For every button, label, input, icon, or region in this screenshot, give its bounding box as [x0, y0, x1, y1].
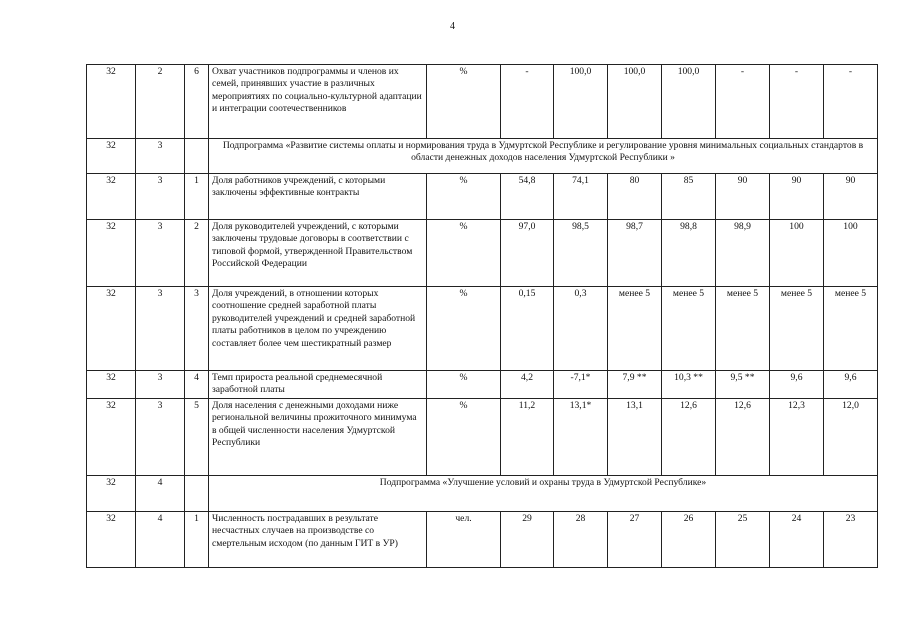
table-row	[87, 287, 878, 371]
value-cell: 24	[770, 512, 824, 568]
indicators-table	[86, 64, 878, 568]
value-cell: 12,3	[770, 399, 824, 476]
value-cell: 12,0	[824, 399, 878, 476]
unit-cell: %	[427, 371, 501, 399]
value-cell: 98,8	[662, 220, 716, 287]
code-cell: 3	[136, 174, 185, 220]
value-cell: -	[824, 65, 878, 139]
code-cell: 32	[87, 139, 136, 174]
indicator-name: Темп прироста реальной среднемесячной заработной платы	[209, 371, 427, 399]
subprogram-title: Подпрограмма «Улучшение условий и охраны труда в Удмуртской Республике»	[209, 476, 878, 512]
code-cell: 2	[136, 65, 185, 139]
value-cell: 9,5 **	[716, 371, 770, 399]
code-cell: 32	[87, 65, 136, 139]
value-cell: 98,9	[716, 220, 770, 287]
subprogram-row	[87, 476, 878, 512]
value-cell: 7,9 **	[608, 371, 662, 399]
table-row	[87, 174, 878, 220]
value-cell: 54,8	[501, 174, 554, 220]
code-cell: 4	[136, 512, 185, 568]
unit-cell: %	[427, 220, 501, 287]
code-cell: 3	[185, 287, 209, 371]
indicator-name: Доля учреждений, в отношении которых соотношение средней заработной платы руководителей учреждений и средней заработной платы работников в целом по учреждению составляет более чем шестикратный размер	[209, 287, 427, 371]
value-cell: 28	[554, 512, 608, 568]
code-cell: 3	[136, 220, 185, 287]
table-row	[87, 371, 878, 399]
indicator-name: Численность пострадавших в результате несчастных случаев на производстве со смертельным исходом (по данным ГИТ в УР)	[209, 512, 427, 568]
code-cell: 32	[87, 287, 136, 371]
value-cell: -	[501, 65, 554, 139]
value-cell: 100,0	[608, 65, 662, 139]
code-cell: 32	[87, 399, 136, 476]
value-cell: 90	[824, 174, 878, 220]
value-cell: 23	[824, 512, 878, 568]
value-cell: 13,1	[608, 399, 662, 476]
value-cell: менее 5	[824, 287, 878, 371]
table-row	[87, 512, 878, 568]
value-cell: 100	[824, 220, 878, 287]
code-cell: 6	[185, 65, 209, 139]
indicator-name: Доля населения с денежными доходами ниже региональной величины прожиточного минимума в общей численности населения Удмуртской Республики	[209, 399, 427, 476]
unit-cell: %	[427, 174, 501, 220]
code-cell: 3	[136, 399, 185, 476]
code-cell	[185, 139, 209, 174]
value-cell: 100,0	[554, 65, 608, 139]
value-cell: 74,1	[554, 174, 608, 220]
code-cell: 4	[185, 371, 209, 399]
value-cell: 11,2	[501, 399, 554, 476]
code-cell: 1	[185, 512, 209, 568]
value-cell: 12,6	[662, 399, 716, 476]
code-cell: 2	[185, 220, 209, 287]
code-cell: 32	[87, 371, 136, 399]
table-row	[87, 220, 878, 287]
value-cell: 98,7	[608, 220, 662, 287]
value-cell: 97,0	[501, 220, 554, 287]
value-cell: 100,0	[662, 65, 716, 139]
code-cell: 5	[185, 399, 209, 476]
value-cell: 10,3 **	[662, 371, 716, 399]
code-cell: 1	[185, 174, 209, 220]
value-cell: 13,1*	[554, 399, 608, 476]
value-cell: 25	[716, 512, 770, 568]
value-cell: 12,6	[716, 399, 770, 476]
value-cell: менее 5	[662, 287, 716, 371]
value-cell: 90	[770, 174, 824, 220]
unit-cell: %	[427, 287, 501, 371]
value-cell: 98,5	[554, 220, 608, 287]
code-cell: 4	[136, 476, 185, 512]
unit-cell: %	[427, 399, 501, 476]
value-cell: 80	[608, 174, 662, 220]
page-number: 4	[450, 21, 455, 32]
code-cell	[185, 476, 209, 512]
value-cell: менее 5	[716, 287, 770, 371]
value-cell: -	[716, 65, 770, 139]
code-cell: 3	[136, 371, 185, 399]
value-cell: -7,1*	[554, 371, 608, 399]
value-cell: 26	[662, 512, 716, 568]
value-cell: 4,2	[501, 371, 554, 399]
subprogram-title: Подпрограмма «Развитие системы оплаты и нормирования труда в Удмуртской Республике и регулирование уровня минимальных социальных стандартов в области денежных доходов населения Удмуртской Республики »	[209, 139, 878, 174]
value-cell: 27	[608, 512, 662, 568]
value-cell: 9,6	[770, 371, 824, 399]
value-cell: менее 5	[608, 287, 662, 371]
table-row	[87, 65, 878, 139]
value-cell: 85	[662, 174, 716, 220]
code-cell: 3	[136, 139, 185, 174]
value-cell: 90	[716, 174, 770, 220]
table-row	[87, 399, 878, 476]
code-cell: 32	[87, 174, 136, 220]
value-cell: 29	[501, 512, 554, 568]
value-cell: 100	[770, 220, 824, 287]
unit-cell: чел.	[427, 512, 501, 568]
code-cell: 32	[87, 220, 136, 287]
value-cell: менее 5	[770, 287, 824, 371]
code-cell: 32	[87, 476, 136, 512]
indicator-name: Охват участников подпрограммы и членов их семей, принявших участие в различных мероприятиях по социально-культурной адаптации и интеграции соотечественников	[209, 65, 427, 139]
value-cell: 9,6	[824, 371, 878, 399]
indicator-name: Доля работников учреждений, с которыми заключены эффективные контракты	[209, 174, 427, 220]
value-cell: 0,3	[554, 287, 608, 371]
unit-cell: %	[427, 65, 501, 139]
subprogram-row	[87, 139, 878, 174]
code-cell: 32	[87, 512, 136, 568]
code-cell: 3	[136, 287, 185, 371]
value-cell: 0,15	[501, 287, 554, 371]
indicator-name: Доля руководителей учреждений, с которыми заключены трудовые договоры в соответствии с типовой формой, утвержденной Правительством Российской Федерации	[209, 220, 427, 287]
value-cell: -	[770, 65, 824, 139]
